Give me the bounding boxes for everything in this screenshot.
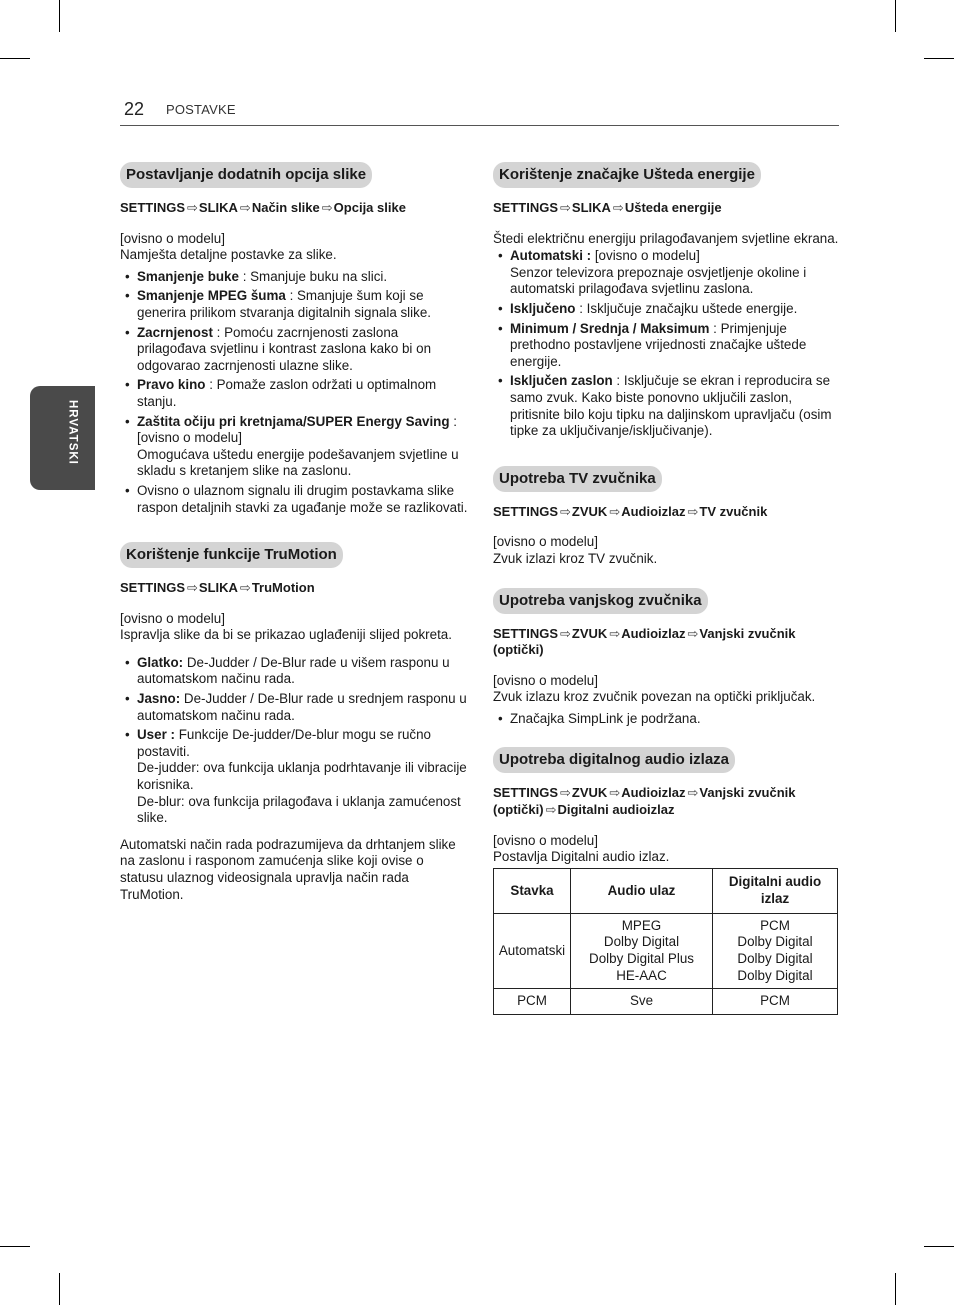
list-item-term: Minimum / Srednja / Maksimum (510, 320, 710, 336)
cell-line: MPEG (621, 917, 662, 933)
list-item-detail: De-blur: ova funkcija prilagođava i uklanja zamućenost slike. (137, 793, 461, 826)
column-header: Audio ulaz (571, 868, 713, 913)
option-list (120, 655, 470, 827)
arrow-icon: ⇨ (321, 200, 333, 215)
left-column (120, 162, 470, 923)
cell-line: PCM (760, 917, 790, 933)
model-note: [ovisno o modelu] (493, 534, 598, 550)
option-list (493, 248, 840, 440)
list-item-text: Funkcije De-judder/De-blur mogu se ručno postaviti. (137, 727, 431, 759)
menu-path-step: Audioizlaz (621, 785, 686, 801)
menu-path-step: SETTINGS (493, 503, 559, 519)
page-number: 22 (124, 99, 145, 119)
list-item-term: Zacrnjenost (137, 324, 213, 340)
arrow-icon: ⇨ (612, 200, 624, 215)
cell-ulaz (571, 989, 713, 1015)
arrow-icon: ⇨ (560, 625, 571, 641)
section-heading: Postavljanje dodatnih opcija slike (120, 162, 372, 188)
model-note: [ovisno o modelu] (120, 610, 225, 626)
arrow-icon: ⇨ (609, 625, 621, 641)
crop-mark (895, 1273, 896, 1305)
list-item-text: Značajka SimpLink je podržana. (510, 710, 701, 726)
section-heading: Upotreba vanjskog zvučnika (493, 588, 708, 614)
list-item (120, 288, 470, 321)
model-note: [ovisno o modelu] (493, 672, 598, 688)
arrow-icon: ⇨ (609, 785, 621, 801)
cell-line: Dolby Digital (737, 951, 813, 967)
arrow-icon: ⇨ (187, 580, 198, 596)
list-item-text: Ovisno o ulaznom signalu ili drugim postavkama slike raspon detaljnih stavki za ugađanje može se razlikovati. (137, 482, 468, 515)
description: Štedi električnu energiju prilagođavanjem svjetline ekrana. (493, 230, 839, 246)
list-item-text: : Smanjuje šum koji se generira prilikom stvaranja digitalnih signala slike. (137, 288, 431, 320)
list-item (493, 321, 840, 371)
audio-output-table (493, 868, 838, 1015)
arrow-icon: ⇨ (687, 625, 699, 641)
right-column (493, 162, 840, 1035)
list-item (120, 655, 470, 688)
option-list (120, 269, 470, 516)
column-header: Digitalni audio izlaz (713, 868, 838, 913)
list-item-term: Smanjenje MPEG šuma (137, 288, 286, 304)
menu-path (493, 200, 840, 217)
header-rule (120, 125, 839, 126)
menu-path (120, 580, 470, 597)
description: Namješta detaljne postavke za slike. (120, 247, 337, 263)
menu-path (493, 626, 840, 659)
section-heading: Korištenje funkcije TruMotion (120, 542, 343, 568)
description: Postavlja Digitalni audio izlaz. (493, 849, 670, 865)
menu-path-step: ZVUK (571, 625, 608, 641)
arrow-icon: ⇨ (560, 503, 571, 519)
list-item-term: Smanjenje buke (137, 268, 239, 284)
option-list (493, 711, 840, 728)
menu-path-step: Vanjski zvučnik (optički) (493, 785, 796, 818)
menu-path-step: Način slike (251, 200, 320, 215)
table-row (494, 989, 838, 1015)
list-item-text: : Isključuje se ekran i reproducira se samo zvuk. Kako biste ponovno uključili zaslon, pritisnite bilo koju tipku na daljinskom upravljaču (osim tipke za uključivanje/isključivanje). (510, 373, 832, 439)
menu-path-step: SETTINGS (120, 580, 186, 596)
column-header: Stavka (494, 868, 571, 913)
table-row (494, 913, 838, 988)
list-item-text: : Pomaže zaslon održati u optimalnom stanju. (137, 377, 437, 409)
list-item-detail: De-judder: ova funkcija uklanja podrhtavanje ili vibracije korisnika. (137, 760, 467, 793)
model-note: [ovisno o modelu] (493, 832, 598, 848)
description: Zvuk izlazi kroz TV zvučnik. (493, 550, 658, 566)
arrow-icon: ⇨ (545, 802, 557, 818)
arrow-icon: ⇨ (609, 503, 621, 519)
list-item (120, 377, 470, 410)
menu-path-step: TV zvučnik (699, 503, 768, 519)
menu-path-step: TruMotion (251, 580, 315, 596)
list-item-term: Automatski : (510, 248, 592, 264)
section-energy-saving (493, 162, 840, 440)
menu-path-step: SLIKA (198, 200, 238, 215)
menu-path-step: Vanjski zvučnik (optički) (493, 625, 796, 658)
menu-path (493, 785, 840, 818)
crop-mark (59, 0, 60, 32)
cell-ulaz (571, 913, 713, 988)
menu-path-step: Digitalni audioizlaz (557, 802, 675, 818)
arrow-icon: ⇨ (187, 200, 198, 215)
list-item (120, 483, 470, 516)
arrow-icon: ⇨ (687, 785, 699, 801)
section-tv-speaker (493, 466, 840, 568)
menu-path (493, 504, 840, 521)
menu-path-step: SETTINGS (120, 200, 186, 215)
section-heading: Upotreba digitalnog audio izlaza (493, 747, 735, 773)
crop-mark (0, 1246, 30, 1247)
menu-path-step: Audioizlaz (621, 503, 686, 519)
list-item-text: De-Judder / De-Blur rade u višem rasponu u automatskom načinu rada. (137, 654, 450, 687)
list-item-text: De-Judder / De-Blur rade u srednjem rasponu u automatskom načinu rada. (137, 691, 467, 723)
cell-stavka: Automatski (494, 913, 571, 988)
arrow-icon: ⇨ (560, 785, 571, 801)
list-item (120, 269, 470, 286)
section-heading: Upotreba TV zvučnika (493, 466, 662, 492)
list-item-text: : Primjenjuje prethodno postavljene vrijednosti značajke uštede energije. (510, 320, 807, 369)
cell-line: Sve (629, 993, 654, 1009)
arrow-icon: ⇨ (239, 580, 251, 596)
cell-line: Dolby Digital (737, 934, 813, 950)
menu-path-step: SETTINGS (493, 785, 559, 801)
menu-path-step: SLIKA (198, 580, 238, 596)
table-header-row (494, 868, 838, 913)
description: Zvuk izlazu kroz zvučnik povezan na optički priključak. (493, 689, 816, 705)
crop-mark (0, 58, 30, 59)
cell-stavka: PCM (494, 989, 571, 1015)
menu-path-step: SLIKA (571, 200, 611, 215)
list-item (120, 691, 470, 724)
model-note: [ovisno o modelu] (120, 230, 225, 246)
menu-path-step: Ušteda energije (624, 200, 722, 215)
cell-line: Dolby Digital (603, 934, 680, 950)
list-item (120, 727, 470, 827)
list-item-text: [ovisno o modelu] (591, 248, 700, 264)
menu-path-step: ZVUK (571, 503, 608, 519)
list-item-term: Jasno: (137, 691, 181, 707)
list-item (493, 301, 840, 318)
menu-path (120, 200, 470, 217)
arrow-icon: ⇨ (687, 503, 699, 519)
crop-mark (895, 0, 896, 32)
list-item-term: Zaštita očiju pri kretnjama/SUPER Energy Saving (137, 413, 450, 429)
cell-izlaz (713, 989, 838, 1015)
list-item (493, 248, 840, 298)
menu-path-step: SETTINGS (493, 200, 559, 215)
list-item-term: Isključeno (510, 300, 576, 316)
section-extra-picture-options (120, 162, 470, 516)
arrow-icon: ⇨ (239, 200, 251, 215)
list-item-detail: Senzor televizora prepoznaje osvjetljenje okoline i automatski prilagođava svjetlinu zaslona. (510, 264, 807, 297)
cell-line: PCM (760, 993, 790, 1009)
list-item (120, 325, 470, 375)
description: Ispravlja slike da bi se prikazao uglađeniji slijed pokreta. (120, 627, 452, 643)
language-side-tab (30, 386, 95, 490)
list-item (493, 373, 840, 439)
list-item-text: : Isključuje značajku uštede energije. (575, 300, 798, 316)
crop-mark (59, 1273, 60, 1305)
crop-mark (924, 58, 954, 59)
crop-mark (924, 1246, 954, 1247)
list-item-detail: Omogućava uštedu energije podešavanjem svjetline u skladu s kretanjem slike na zaslonu. (137, 446, 459, 479)
list-item-term: Glatko: (137, 654, 184, 670)
list-item-term: User : (137, 727, 175, 743)
description: Automatski način rada podrazumijeva da drhtanjem slike na zaslonu i rasponom zamućenja slike koji ovise o statusu ulaznog videosignala upravlja način rada TruMotion. (120, 836, 456, 902)
cell-line: HE-AAC (616, 967, 667, 983)
list-item-term: Pravo kino (137, 377, 206, 393)
language-label: HRVATSKI (66, 400, 79, 465)
section-trumotion (120, 542, 470, 903)
cell-izlaz (713, 913, 838, 988)
section-title: POSTAVKE (166, 102, 236, 117)
menu-path-step: ZVUK (571, 785, 608, 801)
list-item-text: : [ovisno o modelu] (137, 413, 457, 446)
menu-path-step: Opcija slike (333, 200, 406, 215)
list-item (120, 414, 470, 480)
list-item-text: : Smanjuje buku na slici. (238, 268, 388, 284)
list-item-text: : Pomoću zacrnjenosti zaslona prilagođava svjetlinu i kontrast zaslona kako bi on odgovarao zacrnjenosti ulazne slike. (137, 324, 432, 373)
list-item (493, 711, 840, 728)
list-item-term: Isključen zaslon (510, 373, 613, 389)
section-digital-audio-out (493, 747, 840, 1014)
menu-path-step: SETTINGS (493, 625, 559, 641)
menu-path-step: Audioizlaz (621, 625, 686, 641)
section-external-speaker (493, 588, 840, 728)
arrow-icon: ⇨ (560, 200, 571, 215)
cell-line: Dolby Digital (737, 967, 813, 983)
cell-line: Dolby Digital Plus (589, 951, 694, 967)
section-heading: Korištenje značajke Ušteda energije (493, 162, 761, 188)
